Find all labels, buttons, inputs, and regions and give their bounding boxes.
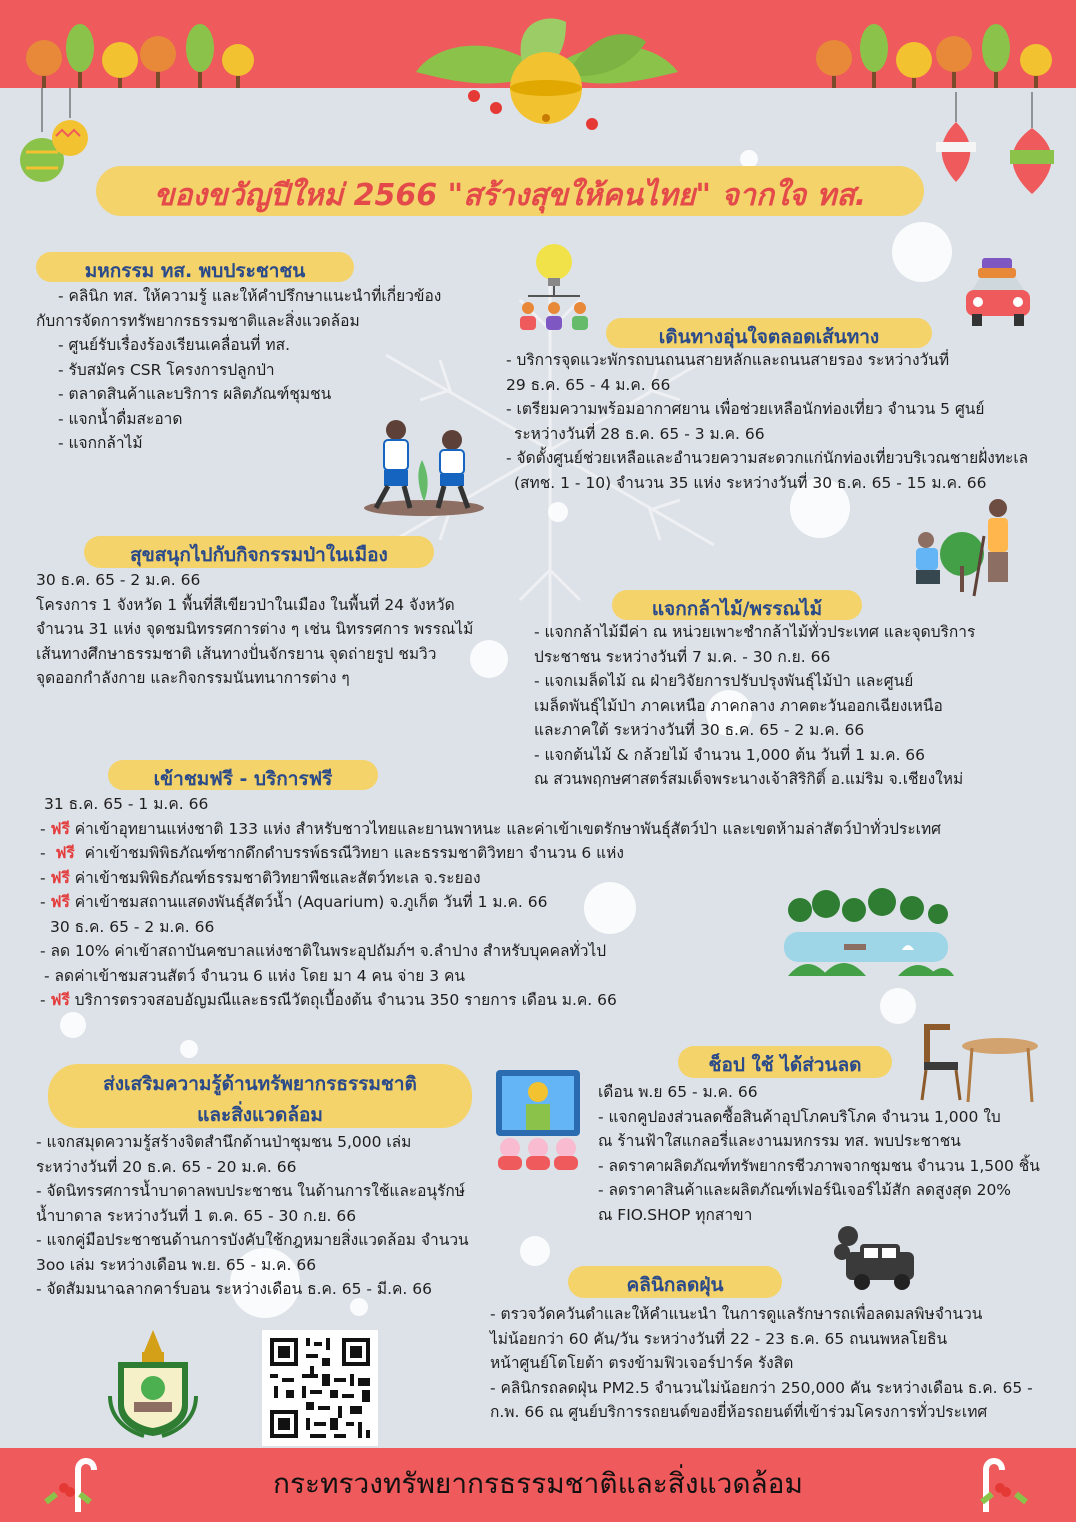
s6-line: - จัดนิทรรศการน้ำบาดาลพบประชาชน ในด้านการใช้และอนุรักษ์ [36, 1182, 465, 1200]
s3-line: จำนวน 31 แห่ง จุดชมนิทรรศการต่าง ๆ เช่น นิทรรศการ พรรณไม้ [36, 620, 474, 638]
free-label: ฟรี [50, 991, 70, 1009]
s2-line: - จัดตั้งศูนย์ช่วยเหลือและอำนวยความสะดวกแก่นักท่องเที่ยวบริเวณชายฝั่งทะเล [506, 449, 1029, 467]
s5-date: 30 ธ.ค. 65 - 2 ม.ค. 66 [50, 917, 215, 936]
s3-line: จุดออกกำลังกาย และกิจกรรมนันทนาการต่าง ๆ [36, 669, 350, 687]
s6-line: ระหว่างวันที่ 20 ธ.ค. 65 - 20 ม.ค. 66 [36, 1157, 297, 1176]
s1-line: - คลินิก ทส. ให้ความรู้ และให้คำปรึกษาแนะนำที่เกี่ยวข้อง [58, 287, 442, 305]
qr-code-icon [262, 1330, 378, 1446]
s5-text: บริการตรวจสอบอัญมณีและธรณีวัตถุเบื้องต้น จำนวน 350 รายการ เดือน ม.ค. 66 [74, 991, 617, 1009]
s2-line: ระหว่างวันที่ 28 ธ.ค. 65 - 3 ม.ค. 66 [514, 424, 765, 443]
footer-ministry-name: กระทรวงทรัพยากรธรรมชาติและสิ่งแวดล้อม [273, 1467, 803, 1500]
s7-body [598, 1080, 1040, 1227]
presenter-icon [490, 1064, 586, 1170]
s2-line: - เตรียมความพร้อมอากาศยาน เพื่อช่วยเหลือนักท่องเที่ยว จำนวน 5 ศูนย์ [506, 400, 985, 418]
car-icon [960, 252, 1036, 332]
free-label: ฟรี [50, 868, 70, 887]
s4-line: เมล็ดพันธุ์ไม้ป่า ภาคเหนือ ภาคกลาง ภาคตะวันออกเฉียงเหนือ [534, 696, 943, 715]
s2-line: - บริการจุดแวะพักรถบนถนนสายหลักและถนนสายรอง ระหว่างวันที่ [506, 351, 950, 369]
s7-line: - ลดราคาสินค้าและผลิตภัณฑ์เฟอร์นิเจอร์ไม้สัก ลดสูงสุด 20% [598, 1181, 1012, 1199]
page-title: ของขวัญปีใหม่ 2566 "สร้างสุขให้คนไทย" จากใจ ทส. [153, 178, 867, 213]
s2-heading: เดินทางอุ่นใจตลอดเส้นทาง [658, 326, 880, 348]
ministry-emblem-icon [104, 1326, 202, 1438]
snow-dot [520, 1236, 550, 1266]
s5-heading: เข้าชมฟรี - บริการฟรี [153, 768, 333, 790]
ornament-left-icon [18, 88, 98, 196]
s5-text: ค่าเข้าชมสถานแสดงพันธุ์สัตว์น้ำ (Aquarium) จ.ภูเก็ต วันที่ 1 ม.ค. 66 [74, 893, 548, 911]
s4-line: - แจกกล้าไม้มีค่า ณ หน่วยเพาะชำกล้าไม้ทั่วประเทศ และจุดบริการ [534, 623, 976, 641]
s8-body [490, 1302, 1033, 1425]
s8-line: หน้าศูนย์โตโยต้า ตรงข้ามฟิวเจอร์ปาร์ค รังสิต [490, 1354, 794, 1372]
s4-line: ประชาชน ระหว่างวันที่ 7 ม.ค. - 30 ก.ย. 66 [534, 647, 831, 666]
s1-line: - ศูนย์รับเรื่องร้องเรียนเคลื่อนที่ ทส. [58, 336, 291, 354]
s1-line: - รับสมัคร CSR โครงการปลูกป่า [58, 360, 275, 379]
qr-code[interactable] [262, 1330, 378, 1446]
snow-dot [60, 1012, 86, 1038]
s3-body [36, 568, 473, 691]
s6-line: - จัดสัมมนาฉลากคาร์บอน ระหว่างเดือน ธ.ค. 65 - มี.ค. 66 [36, 1280, 432, 1298]
s5-line [40, 792, 941, 817]
s8-line: ก.พ. 66 ณ ศูนย์บริการรถยนต์ของยี่ห้อรถยนต์ที่เข้าร่วมโครงการทั่วประเทศ [490, 1403, 988, 1421]
s3-line: 30 ธ.ค. 65 - 2 ม.ค. 66 [36, 571, 201, 589]
snow-dot [180, 1040, 198, 1058]
s1-line: - ตลาดสินค้าและบริการ ผลิตภัณฑ์ชุมชน [58, 385, 332, 403]
s5-text: ค่าเข้าชมพิพิธภัณฑ์ซากดึกดำบรรพ์ธรณีวิทยา และธรรมชาติวิทยา จำนวน 6 แห่ง [84, 844, 624, 862]
s6-body [36, 1130, 469, 1302]
tree-row-right-icon [812, 18, 1062, 90]
s8-line: ไม่น้อยกว่า 60 คัน/วัน ระหว่างวันที่ 22 - 23 ธ.ค. 65 ถนนพหลโยธิน [490, 1329, 948, 1348]
s8-line: - คลินิกรถลดฝุ่น PM2.5 จำนวนไม่น้อยกว่า 250,000 คัน ระหว่างเดือน ธ.ค. 65 - [490, 1378, 1033, 1397]
s4-body [534, 620, 975, 792]
s4-line: - แจกเมล็ดไม้ ณ ฝ่ายวิจัยการปรับปรุงพันธุ์ไม้ป่า และศูนย์ [534, 672, 914, 690]
s1-line: กับการจัดการทรัพยากรธรรมชาติและสิ่งแวดล้อม [36, 311, 360, 330]
s6-heading-2: และสิ่งแวดล้อม [197, 1104, 323, 1126]
s7-line: ณ ร้านฟ้าใสแกลอรี่และงานมหกรรม ทส. พบประชาชน [598, 1132, 961, 1150]
smoking-car-icon [832, 1222, 922, 1294]
s5-text: ค่าเข้าอุทยานแห่งชาติ 133 แห่ง สำหรับชาวไทยและยานพาหนะ และค่าเข้าเขตรักษาพันธุ์สัตว์ป่า และเขตห้ามล่าสัตว์ป่าทั่วประเทศ [74, 819, 942, 838]
holly-bell-icon [396, 12, 696, 136]
s8-heading: คลินิกลดฝุ่น [626, 1274, 724, 1296]
s6-line: - แจกสมุดความรู้สร้างจิตสำนึกด้านป่าชุมชน 5,000 เล่ม [36, 1133, 412, 1151]
free-label: ฟรี [50, 819, 70, 838]
s6-heading-1: ส่งเสริมความรู้ด้านทรัพยากรธรรมชาติ [103, 1073, 417, 1095]
s3-line: โครงการ 1 จังหวัด 1 พื้นที่สีเขียวป่าในเมือง ในพื้นที่ 24 จังหวัด [36, 595, 455, 614]
s3-heading: สุขสนุกไปกับกิจกรรมป่าในเมือง [130, 544, 388, 566]
snow-dot [892, 222, 952, 282]
s5-line: - ฟรี ค่าเข้าอุทยานแห่งชาติ 133 แห่ง สำหรับชาวไทยและยานพาหนะ และค่าเข้าเขตรักษาพันธุ์สัตว์ป่า และเขตห้ามล่าสัตว์ป่าทั่วประเทศ [40, 819, 942, 838]
s5-line: - ลดค่าเข้าชมสวนสัตว์ จำนวน 6 แห่ง โดย มา 4 คน จ่าย 3 คน [44, 966, 465, 985]
s7-heading: ช็อป ใช้ ได้ส่วนลด [708, 1054, 862, 1076]
ornament-right-icon [928, 92, 1068, 202]
s6-line: - แจกคู่มือประชาชนด้านการบังคับใช้กฎหมายสิ่งแวดล้อม จำนวน [36, 1231, 469, 1249]
s2-line: (สทช. 1 - 10) จำนวน 35 แห่ง ระหว่างวันที่ 30 ธ.ค. 65 - 15 ม.ค. 66 [514, 473, 987, 492]
s2-line: 29 ธ.ค. 65 - 4 ม.ค. 66 [506, 375, 671, 394]
tree-row-left-icon [22, 18, 262, 90]
s1-heading: มหกรรม ทส. พบประชาชน [84, 260, 306, 282]
s5-date: 31 ธ.ค. 65 - 1 ม.ค. 66 [44, 795, 209, 813]
s7-line: - ลดราคาผลิตภัณฑ์ทรัพยากรชีวภาพจากชุมชน จำนวน 1,500 ชิ้น [598, 1156, 1040, 1175]
s4-heading: แจกกล้าไม้/พรรณไม้ [651, 598, 823, 620]
s5-line: - ฟรี บริการตรวจสอบอัญมณีและธรณีวัตถุเบื้องต้น จำนวน 350 รายการ เดือน ม.ค. 66 [40, 991, 617, 1009]
s2-body [506, 348, 1028, 495]
s7-line: ณ FIO.SHOP ทุกสาขา [598, 1205, 753, 1224]
s7-line: เดือน พ.ย 65 - ม.ค. 66 [598, 1083, 758, 1101]
free-label: ฟรี [50, 893, 70, 911]
s4-line: ณ สวนพฤกษศาสตร์สมเด็จพระนางเจ้าสิริกิติ์ อ.แม่ริม จ.เชียงใหม่ [534, 770, 964, 788]
gardeners-icon [908, 496, 1018, 600]
kids-planting-icon [356, 416, 492, 518]
lake-scene-icon [778, 880, 954, 980]
s8-line: - ตรวจวัดควันดำและให้คำแนะนำ ในการดูแลรักษารถเพื่อลดมลพิษจำนวน [490, 1305, 983, 1323]
free-label: ฟรี [55, 844, 75, 862]
s1-line: - แจกน้ำดื่มสะอาด [58, 409, 183, 428]
s5-line: - ฟรี ค่าเข้าชมพิพิธภัณฑ์ซากดึกดำบรรพ์ธรณีวิทยา และธรรมชาติวิทยา จำนวน 6 แห่ง [40, 844, 624, 862]
s5-line: - ฟรี ค่าเข้าชมสถานแสดงพันธุ์สัตว์น้ำ (Aquarium) จ.ภูเก็ต วันที่ 1 ม.ค. 66 [40, 893, 548, 911]
s5-text: ค่าเข้าชมพิพิธภัณฑ์ธรรมชาติวิทยาพืชและสัตว์ทะเล จ.ระยอง [74, 868, 481, 887]
s6-line: 3oo เล่ม ระหว่างเดือน พ.ย. 65 - ม.ค. 66 [36, 1255, 317, 1274]
s4-line: - แจกต้นไม้ & กล้วยไม้ จำนวน 1,000 ต้น วันที่ 1 ม.ค. 66 [534, 745, 926, 764]
s3-line: เส้นทางศึกษาธรรมชาติ เส้นทางปั่นจักรยาน จุดถ่ายรูป ชมวิว [36, 644, 437, 663]
s7-line: - แจกคูปองส่วนลดซื้อสินค้าอุปโภคบริโภค จำนวน 1,000 ใบ [598, 1107, 1001, 1126]
lightbulb-team-icon [514, 236, 594, 332]
s5-line: - ฟรี ค่าเข้าชมพิพิธภัณฑ์ธรรมชาติวิทยาพืชและสัตว์ทะเล จ.ระยอง [40, 868, 481, 887]
s4-line: และภาคใต้ ระหว่างวันที่ 30 ธ.ค. 65 - 2 ม.ค. 66 [534, 721, 865, 739]
s6-line: น้ำบาดาล ระหว่างวันที่ 1 ต.ค. 65 - 30 ก.ย. 66 [36, 1206, 357, 1225]
s5-line: - ลด 10% ค่าเข้าสถาบันคชบาลแห่งชาติในพระอุปถัมภ์ฯ จ.ลำปาง สำหรับบุคคลทั่วไป [40, 942, 607, 960]
s1-line: - แจกกล้าไม้ [58, 434, 143, 452]
